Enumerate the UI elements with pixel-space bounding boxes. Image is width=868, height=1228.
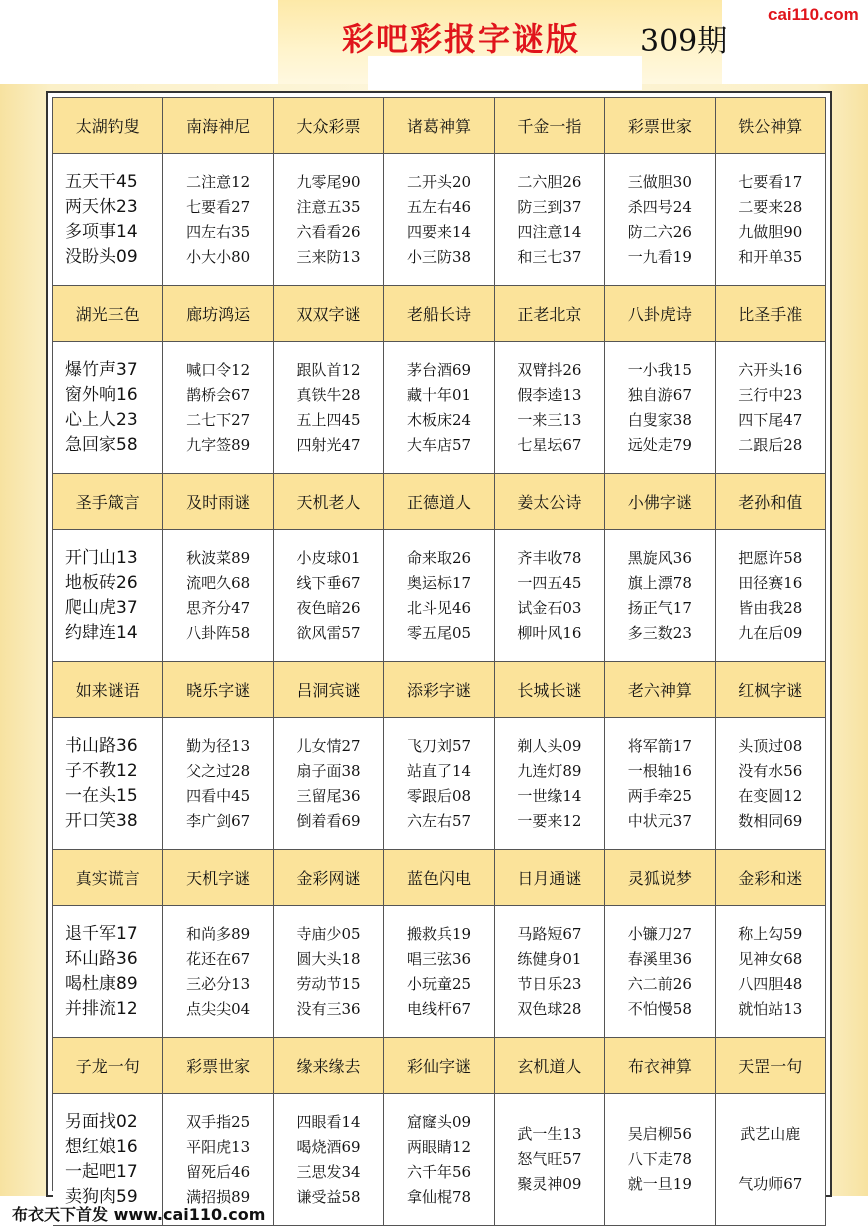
riddle-cell bbox=[274, 1094, 384, 1226]
riddle-cell bbox=[384, 1094, 494, 1226]
riddle-line: 远处走79 bbox=[627, 435, 692, 454]
riddle-line: 想红娘16 bbox=[65, 1136, 138, 1157]
riddle-line: 思齐分47 bbox=[186, 598, 251, 617]
riddle-cell bbox=[53, 906, 163, 1038]
riddle-line: 木板床24 bbox=[406, 410, 472, 429]
riddle-line: 七要看17 bbox=[738, 172, 803, 191]
riddle-line: 拿仙棍78 bbox=[406, 1187, 472, 1206]
riddle-cell bbox=[274, 154, 384, 286]
site-watermark: cai110.com bbox=[768, 5, 859, 24]
riddle-line: 北斗见46 bbox=[406, 598, 472, 617]
riddle-line: 没有水56 bbox=[738, 761, 803, 780]
riddle-line: 防二六26 bbox=[627, 222, 692, 241]
riddle-line: 没有三36 bbox=[296, 999, 361, 1018]
riddle-line: 二七下27 bbox=[186, 410, 251, 429]
riddle-cell bbox=[495, 154, 605, 286]
column-header: 天机老人 bbox=[274, 474, 384, 530]
column-header: 玄机道人 bbox=[495, 1038, 605, 1094]
riddle-line: 花还在67 bbox=[186, 949, 251, 968]
riddle-line: 怒气旺57 bbox=[517, 1150, 582, 1168]
riddle-line: 零跟后08 bbox=[406, 786, 472, 805]
column-header: 红枫字谜 bbox=[716, 662, 826, 718]
riddle-line: 六左右57 bbox=[406, 811, 472, 830]
column-header: 天罡一句 bbox=[716, 1038, 826, 1094]
riddle-line: 旗上漂78 bbox=[627, 573, 692, 592]
column-header: 铁公神算 bbox=[716, 98, 826, 154]
riddle-line: 约肆连14 bbox=[65, 622, 138, 643]
column-header: 子龙一句 bbox=[53, 1038, 163, 1094]
column-header: 金彩和迷 bbox=[716, 850, 826, 906]
column-header: 蓝色闪电 bbox=[384, 850, 494, 906]
riddle-line: 剃人头09 bbox=[517, 736, 582, 755]
riddle-line: 六千年56 bbox=[406, 1162, 472, 1181]
riddle-line: 数相同69 bbox=[738, 811, 803, 830]
column-header: 正老北京 bbox=[495, 286, 605, 342]
riddle-line: 田径赛16 bbox=[738, 573, 803, 592]
riddle-cell bbox=[495, 342, 605, 474]
riddle-grid bbox=[52, 97, 826, 1207]
riddle-cell bbox=[384, 906, 494, 1038]
riddle-line: 六看看26 bbox=[296, 222, 361, 241]
riddle-line: 电线杆67 bbox=[406, 999, 472, 1018]
riddle-line: 五天干45 bbox=[65, 171, 138, 192]
riddle-cell bbox=[53, 342, 163, 474]
riddle-cell bbox=[716, 342, 826, 474]
riddle-line: 试金石03 bbox=[517, 598, 582, 617]
riddle-line: 真铁牛28 bbox=[296, 385, 361, 404]
riddle-line: 四下尾47 bbox=[738, 410, 803, 429]
riddle-line: 两手牵25 bbox=[627, 786, 692, 805]
riddle-line: 奥运标17 bbox=[406, 573, 472, 592]
riddle-line: 三思发34 bbox=[296, 1162, 361, 1181]
riddle-line: 爆竹声37 bbox=[65, 359, 138, 380]
riddle-line: 双色球28 bbox=[517, 999, 582, 1018]
riddle-line: 聚灵神09 bbox=[517, 1175, 582, 1193]
riddle-line: 飞刀刘57 bbox=[406, 736, 472, 755]
riddle-line: 双臂抖26 bbox=[517, 360, 582, 379]
riddle-line: 勤为径13 bbox=[186, 736, 251, 755]
riddle-cell bbox=[716, 154, 826, 286]
riddle-line: 四左右35 bbox=[186, 222, 251, 241]
column-header: 如来谜语 bbox=[53, 662, 163, 718]
column-header: 及时雨谜 bbox=[163, 474, 273, 530]
riddle-line: 二要来28 bbox=[738, 197, 803, 216]
riddle-line: 防三到37 bbox=[517, 197, 582, 216]
column-header: 大众彩票 bbox=[274, 98, 384, 154]
riddle-cell bbox=[495, 530, 605, 662]
column-header: 吕洞宾谜 bbox=[274, 662, 384, 718]
riddle-line: 七要看27 bbox=[186, 197, 251, 216]
riddle-line: 一世缘14 bbox=[517, 786, 582, 805]
column-header: 彩票世家 bbox=[605, 98, 715, 154]
riddle-line: 黑旋风36 bbox=[627, 548, 692, 567]
riddle-line: 九在后09 bbox=[738, 623, 803, 642]
riddle-line: 和开单35 bbox=[738, 247, 803, 266]
column-header: 太湖钓叟 bbox=[53, 98, 163, 154]
riddle-line: 一根轴16 bbox=[627, 761, 692, 780]
riddle-cell bbox=[384, 154, 494, 286]
riddle-line: 多三数23 bbox=[627, 623, 692, 642]
riddle-line: 没盼头09 bbox=[65, 246, 138, 267]
riddle-line: 扬正气17 bbox=[627, 598, 692, 617]
riddle-line: 九字签89 bbox=[186, 435, 251, 454]
riddle-line: 二开头20 bbox=[406, 172, 472, 191]
riddle-line: 和三七37 bbox=[517, 247, 582, 266]
riddle-line: 在变圆12 bbox=[738, 786, 803, 805]
riddle-line: 父之过28 bbox=[186, 761, 251, 780]
riddle-line: 平阳虎13 bbox=[186, 1137, 251, 1156]
column-header: 彩票世家 bbox=[163, 1038, 273, 1094]
riddle-cell bbox=[605, 718, 715, 850]
riddle-line: 齐丰收78 bbox=[517, 548, 582, 567]
riddle-line: 李广剑67 bbox=[186, 811, 251, 830]
riddle-line: 地板砖26 bbox=[65, 572, 138, 593]
column-header: 晓乐字谜 bbox=[163, 662, 273, 718]
riddle-cell bbox=[716, 530, 826, 662]
column-header: 千金一指 bbox=[495, 98, 605, 154]
riddle-line: 命来取26 bbox=[406, 548, 472, 567]
riddle-line: 两天休23 bbox=[65, 196, 138, 217]
riddle-line: 九零尾90 bbox=[296, 172, 361, 191]
riddle-line: 四注意14 bbox=[517, 222, 582, 241]
column-header: 正德道人 bbox=[384, 474, 494, 530]
riddle-line: 中状元37 bbox=[627, 811, 692, 830]
riddle-line: 九连灯89 bbox=[517, 761, 582, 780]
riddle-line: 另面找02 bbox=[65, 1111, 138, 1132]
riddle-cell bbox=[605, 342, 715, 474]
riddle-line: 站直了14 bbox=[406, 761, 472, 780]
riddle-line: 并排流12 bbox=[65, 998, 138, 1019]
column-header: 缘来缘去 bbox=[274, 1038, 384, 1094]
riddle-cell bbox=[384, 530, 494, 662]
riddle-line: 圆大头18 bbox=[296, 949, 361, 968]
riddle-cell bbox=[384, 342, 494, 474]
riddle-line: 就怕站13 bbox=[738, 999, 803, 1018]
riddle-line: 书山路36 bbox=[65, 735, 138, 756]
column-header: 灵狐说梦 bbox=[605, 850, 715, 906]
column-header: 南海神尼 bbox=[163, 98, 273, 154]
riddle-cell bbox=[716, 718, 826, 850]
riddle-cell bbox=[605, 1094, 715, 1226]
riddle-line: 称上勾59 bbox=[738, 924, 803, 943]
riddle-line: 气功师67 bbox=[738, 1175, 803, 1193]
riddle-line: 零五尾05 bbox=[406, 623, 472, 642]
riddle-cell bbox=[605, 154, 715, 286]
riddle-line: 多项事14 bbox=[65, 221, 138, 242]
riddle-cell bbox=[163, 718, 273, 850]
riddle-line: 把愿许58 bbox=[738, 548, 803, 567]
column-header: 八卦虎诗 bbox=[605, 286, 715, 342]
riddle-line: 四眼看14 bbox=[296, 1112, 361, 1131]
riddle-cell bbox=[274, 906, 384, 1038]
riddle-line: 扇子面38 bbox=[296, 761, 361, 780]
riddle-line: 二六胆26 bbox=[517, 172, 582, 191]
column-header: 布衣神算 bbox=[605, 1038, 715, 1094]
riddle-line: 武一生13 bbox=[517, 1125, 582, 1143]
riddle-line: 头顶过08 bbox=[738, 736, 803, 755]
riddle-line: 三做胆30 bbox=[627, 172, 692, 191]
riddle-cell bbox=[163, 342, 273, 474]
riddle-line: 喊口令12 bbox=[186, 360, 251, 379]
riddle-line: 春溪里36 bbox=[627, 949, 692, 968]
column-header: 圣手箴言 bbox=[53, 474, 163, 530]
riddle-line: 马路短67 bbox=[517, 924, 582, 943]
riddle-cell bbox=[274, 530, 384, 662]
riddle-line: 藏十年01 bbox=[406, 385, 472, 404]
riddle-line: 白叟家38 bbox=[627, 410, 692, 429]
riddle-line: 跟队首12 bbox=[296, 360, 361, 379]
riddle-line: 假李逵13 bbox=[517, 385, 582, 404]
riddle-cell bbox=[163, 154, 273, 286]
riddle-cell bbox=[605, 906, 715, 1038]
riddle-cell bbox=[274, 342, 384, 474]
riddle-line: 搬救兵19 bbox=[406, 924, 472, 943]
column-header: 添彩字谜 bbox=[384, 662, 494, 718]
riddle-line: 大车店57 bbox=[406, 435, 472, 454]
riddle-cell bbox=[495, 906, 605, 1038]
riddle-line: 就一旦19 bbox=[627, 1175, 692, 1193]
riddle-line: 点尖尖04 bbox=[186, 999, 251, 1018]
riddle-line: 三必分13 bbox=[186, 974, 251, 993]
riddle-line: 线下垂67 bbox=[296, 573, 361, 592]
riddle-line: 欲风雷57 bbox=[296, 623, 361, 642]
riddle-line: 二注意12 bbox=[186, 172, 251, 191]
riddle-line: 一九看19 bbox=[627, 247, 692, 266]
column-header: 湖光三色 bbox=[53, 286, 163, 342]
riddle-line: 八下走78 bbox=[627, 1150, 692, 1168]
riddle-line: 环山路36 bbox=[65, 948, 138, 969]
riddle-cell bbox=[163, 530, 273, 662]
column-header: 长城长谜 bbox=[495, 662, 605, 718]
issue-number: 309期 bbox=[640, 24, 728, 59]
riddle-line: 窗外响16 bbox=[65, 384, 138, 405]
riddle-line: 七星坛67 bbox=[517, 435, 582, 454]
column-header: 金彩网谜 bbox=[274, 850, 384, 906]
riddle-line: 杀四号24 bbox=[627, 197, 692, 216]
riddle-line: 三行中23 bbox=[738, 385, 803, 404]
riddle-line: 两眼睛12 bbox=[406, 1137, 472, 1156]
riddle-line: 小皮球01 bbox=[296, 548, 361, 567]
riddle-line: 子不教12 bbox=[65, 760, 138, 781]
riddle-line: 和尚多89 bbox=[186, 924, 251, 943]
riddle-line: 小大小80 bbox=[186, 247, 251, 266]
riddle-cell bbox=[495, 718, 605, 850]
riddle-cell bbox=[605, 530, 715, 662]
riddle-line: 双手指25 bbox=[186, 1112, 251, 1131]
riddle-line: 秋波菜89 bbox=[186, 548, 251, 567]
page-title: 彩吧彩报字谜版 bbox=[342, 20, 581, 58]
riddle-line: 开口笑38 bbox=[65, 810, 138, 831]
riddle-line: 练健身01 bbox=[517, 949, 582, 968]
riddle-cell bbox=[384, 718, 494, 850]
riddle-line: 将军箭17 bbox=[627, 736, 692, 755]
riddle-cell bbox=[716, 906, 826, 1038]
column-header: 比圣手准 bbox=[716, 286, 826, 342]
riddle-line: 一在头15 bbox=[65, 785, 138, 806]
riddle-line: 倒着看69 bbox=[296, 811, 361, 830]
riddle-line: 窟窿头09 bbox=[406, 1112, 472, 1131]
riddle-line: 三留尾36 bbox=[296, 786, 361, 805]
riddle-line: 一四五45 bbox=[517, 573, 582, 592]
riddle-line: 鹊桥会67 bbox=[186, 385, 251, 404]
riddle-line: 柳叶风16 bbox=[517, 623, 582, 642]
riddle-line: 一要来12 bbox=[517, 811, 582, 830]
riddle-line: 三来防13 bbox=[296, 247, 361, 266]
riddle-line: 二跟后28 bbox=[738, 435, 803, 454]
riddle-line: 九做胆90 bbox=[738, 222, 803, 241]
column-header: 日月通谜 bbox=[495, 850, 605, 906]
riddle-line: 四射光47 bbox=[296, 435, 361, 454]
title-underlay bbox=[368, 56, 642, 90]
riddle-line: 爬山虎37 bbox=[65, 597, 138, 618]
riddle-line: 注意五35 bbox=[296, 197, 361, 216]
riddle-line: 独自游67 bbox=[627, 385, 692, 404]
riddle-line: 满招损89 bbox=[186, 1187, 251, 1206]
riddle-line: 心上人23 bbox=[65, 409, 138, 430]
riddle-line: 流吧久68 bbox=[186, 573, 251, 592]
riddle-cell bbox=[495, 1094, 605, 1226]
riddle-line: 小三防38 bbox=[406, 247, 472, 266]
riddle-line: 喝杜康89 bbox=[65, 973, 138, 994]
riddle-line: 小镰刀27 bbox=[627, 924, 692, 943]
riddle-line: 喝烧酒69 bbox=[296, 1137, 361, 1156]
column-header: 老六神算 bbox=[605, 662, 715, 718]
column-header: 老孙和值 bbox=[716, 474, 826, 530]
riddle-line: 一来三13 bbox=[517, 410, 582, 429]
column-header: 廊坊鸿运 bbox=[163, 286, 273, 342]
riddle-line: 四要来14 bbox=[406, 222, 472, 241]
riddle-line: 八四胆48 bbox=[738, 974, 803, 993]
column-header: 老船长诗 bbox=[384, 286, 494, 342]
riddle-line: 皆由我28 bbox=[738, 598, 803, 617]
column-header: 姜太公诗 bbox=[495, 474, 605, 530]
column-header: 天机字谜 bbox=[163, 850, 273, 906]
riddle-line: 一起吧17 bbox=[65, 1161, 138, 1182]
riddle-cell bbox=[716, 1094, 826, 1226]
riddle-line: 急回家58 bbox=[65, 434, 138, 455]
riddle-line: 小玩童25 bbox=[406, 974, 472, 993]
riddle-line: 四看中45 bbox=[186, 786, 251, 805]
footer-credit: 布衣天下首发 www.cai110.com bbox=[12, 1205, 266, 1224]
column-header: 真实谎言 bbox=[53, 850, 163, 906]
riddle-line: 武艺山鹿 bbox=[740, 1125, 801, 1143]
riddle-line: 开门山13 bbox=[65, 547, 138, 568]
riddle-table bbox=[46, 91, 832, 1207]
riddle-line: 儿女情27 bbox=[296, 736, 361, 755]
riddle-line: 留死后46 bbox=[186, 1162, 251, 1181]
riddle-cell bbox=[163, 906, 273, 1038]
riddle-line: 唱三弦36 bbox=[406, 949, 472, 968]
riddle-line: 劳动节15 bbox=[296, 974, 361, 993]
riddle-line: 谦受益58 bbox=[296, 1187, 361, 1206]
riddle-line: 一小我15 bbox=[627, 360, 692, 379]
column-header: 小佛字谜 bbox=[605, 474, 715, 530]
riddle-line: 五上四45 bbox=[296, 410, 361, 429]
riddle-line: 六二前26 bbox=[627, 974, 692, 993]
riddle-cell bbox=[53, 154, 163, 286]
riddle-line: 五左右46 bbox=[406, 197, 472, 216]
column-header: 彩仙字谜 bbox=[384, 1038, 494, 1094]
riddle-line: 节日乐23 bbox=[517, 974, 582, 993]
riddle-line: 见神女68 bbox=[738, 949, 803, 968]
riddle-line: 吴启柳56 bbox=[627, 1125, 692, 1143]
riddle-cell bbox=[274, 718, 384, 850]
riddle-line: 八卦阵58 bbox=[186, 623, 251, 642]
riddle-line: 寺庙少05 bbox=[296, 924, 361, 943]
riddle-cell bbox=[53, 718, 163, 850]
column-header: 双双字谜 bbox=[274, 286, 384, 342]
column-header: 诸葛神算 bbox=[384, 98, 494, 154]
riddle-cell bbox=[53, 530, 163, 662]
riddle-line: 卖狗肉59 bbox=[65, 1186, 138, 1207]
riddle-line: 茅台酒69 bbox=[406, 360, 472, 379]
riddle-line: 夜色暗26 bbox=[296, 598, 361, 617]
riddle-line: 六开头16 bbox=[738, 360, 803, 379]
riddle-line: 退千军17 bbox=[65, 923, 138, 944]
riddle-line: 不怕慢58 bbox=[627, 999, 692, 1018]
